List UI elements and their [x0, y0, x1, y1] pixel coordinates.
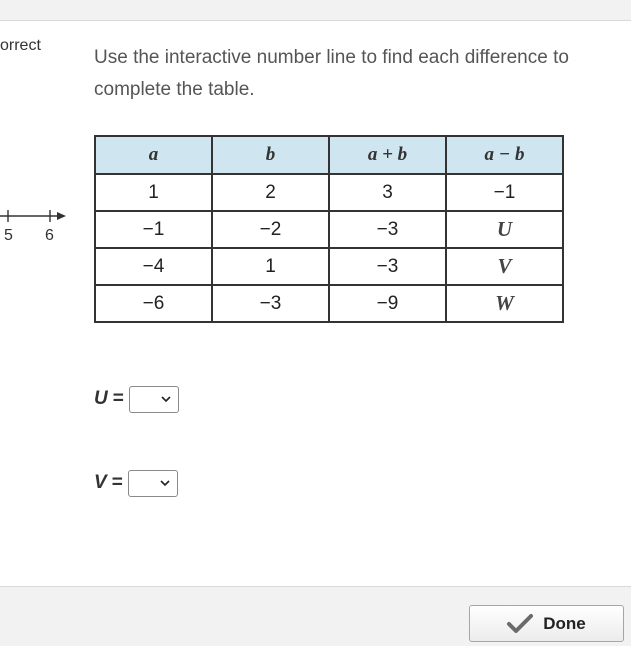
table-row — [95, 248, 563, 285]
table-cell: −1 — [446, 174, 563, 211]
answer-label-u: U — [94, 388, 108, 409]
data-table — [94, 135, 564, 323]
variable-cell-u: U — [446, 211, 563, 248]
table-cell: −6 — [95, 285, 212, 322]
table-cell: 3 — [329, 174, 446, 211]
column-header-difference: a − b — [446, 136, 563, 174]
variable-cell-v: V — [446, 248, 563, 285]
answer-row-u — [94, 384, 179, 414]
checkmark-icon — [507, 614, 533, 634]
answer-row-v — [94, 468, 178, 498]
done-button[interactable] — [469, 605, 624, 642]
column-header-b: b — [212, 136, 329, 174]
column-header-sum: a + b — [329, 136, 446, 174]
table-row — [95, 211, 563, 248]
table-cell: −4 — [95, 248, 212, 285]
table-cell: 1 — [212, 248, 329, 285]
answer-label-v: V — [94, 472, 107, 493]
table-cell: −3 — [212, 285, 329, 322]
done-button-label: Done — [543, 613, 586, 633]
number-line-label-5: 5 — [4, 227, 13, 244]
number-line-label-6: 6 — [45, 227, 54, 244]
status-text: orrect — [0, 37, 41, 54]
table-cell: −9 — [329, 285, 446, 322]
v-answer-dropdown[interactable] — [128, 470, 178, 497]
table-cell: 2 — [212, 174, 329, 211]
table-cell: −3 — [329, 248, 446, 285]
table-header-row — [95, 136, 563, 174]
table-cell: −2 — [212, 211, 329, 248]
table-cell: −3 — [329, 211, 446, 248]
top-bar — [0, 0, 631, 21]
equals-sign: = — [111, 472, 123, 493]
variable-cell-w: W — [446, 285, 563, 322]
table-cell: 1 — [95, 174, 212, 211]
instructions: Use the interactive number line to find each difference to complete the table. — [94, 47, 569, 100]
table-cell: −1 — [95, 211, 212, 248]
table-row — [95, 285, 563, 322]
chevron-down-icon — [160, 480, 170, 487]
u-answer-dropdown[interactable] — [129, 386, 179, 413]
table-row — [95, 174, 563, 211]
column-header-a: a — [95, 136, 212, 174]
equals-sign: = — [112, 388, 124, 409]
chevron-down-icon — [161, 396, 171, 403]
